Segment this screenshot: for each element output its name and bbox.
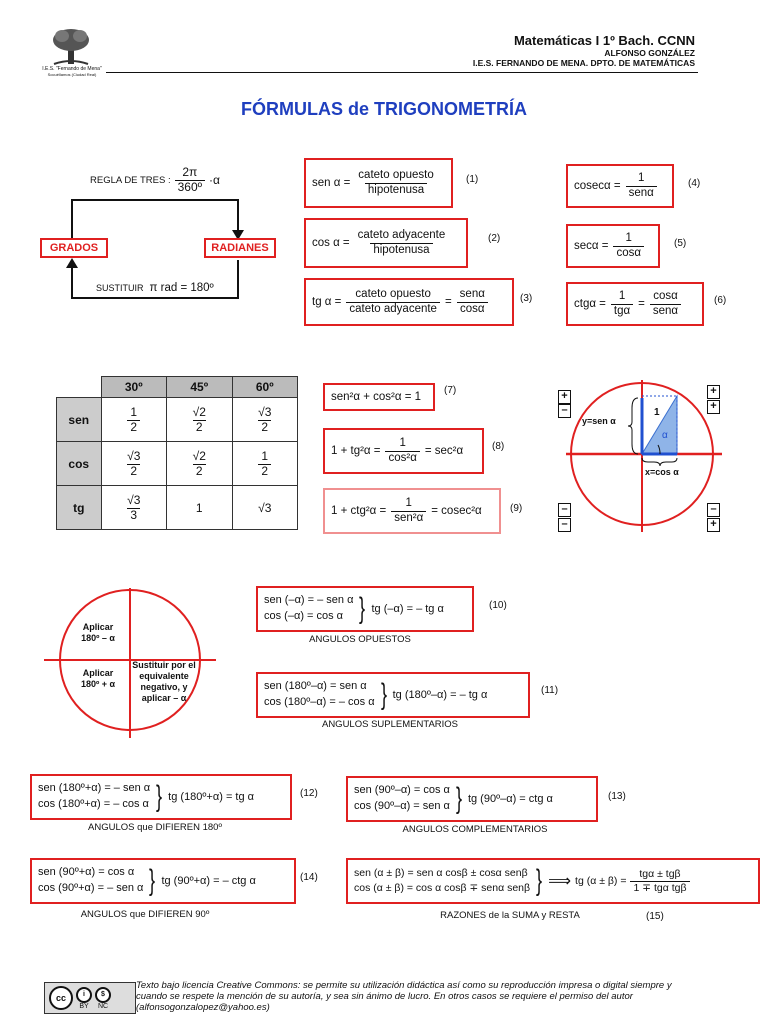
- f4-num: 1: [638, 172, 645, 185]
- quadrant-4-text: Sustituir por el equivalente negativo, y aplicar – α: [132, 660, 196, 703]
- angle-label: α: [662, 430, 668, 441]
- f2-lhs: cos α =: [312, 237, 350, 249]
- f3-lhs: tg α =: [312, 296, 342, 308]
- f11-caption: ANGULOS SUPLEMENTARIOS: [321, 719, 459, 730]
- table-cell: [232, 442, 298, 486]
- nc-label: NC: [97, 1002, 109, 1010]
- y-sen-label: y=sen α: [582, 416, 616, 426]
- f13-line2: cos (90º–α) = sen α: [354, 800, 450, 812]
- f3-num2: senα: [459, 288, 485, 301]
- page-title: FÓRMULAS de TRIGONOMETRÍA: [241, 99, 527, 119]
- brace-icon: }: [380, 678, 387, 711]
- f12-number: (12): [300, 788, 318, 799]
- f2-frac: [355, 229, 449, 256]
- table-header-60: 60º: [232, 377, 298, 398]
- f8-num: 1: [399, 437, 406, 450]
- table-corner: [57, 377, 102, 398]
- f6-frac2: [650, 290, 681, 317]
- f15-den: 1 ∓ tgα tgβ: [630, 881, 689, 894]
- f6-den: tgα: [611, 304, 633, 318]
- rule-tail: ·α: [209, 173, 220, 188]
- brace-icon: }: [455, 782, 462, 815]
- brace-icon: }: [536, 864, 543, 897]
- f5-num: 1: [625, 232, 632, 245]
- cell-den: 2: [193, 464, 206, 479]
- cell-num: √3: [127, 448, 141, 463]
- radianes-label: RADIANES: [204, 238, 276, 258]
- row-label-cos: cos: [57, 442, 102, 486]
- cell-num: 1: [130, 404, 138, 419]
- f6-lhs: ctgα =: [574, 298, 606, 310]
- f14-rhs: tg (90º+α) = – ctg α: [161, 875, 256, 887]
- f13-line1: sen (90º–α) = cos α: [354, 784, 450, 797]
- cell-den: 2: [258, 420, 271, 435]
- sign-q3-cos: –: [558, 518, 571, 532]
- sign-q2-sin: +: [558, 390, 571, 404]
- sign-q4-cos: +: [707, 518, 720, 532]
- f3-den: cateto adyacente: [346, 302, 440, 316]
- f4-frac: [626, 172, 657, 199]
- unit-circle-diagram: [560, 378, 724, 534]
- cell-den: 3: [127, 508, 140, 523]
- f9-frac: [391, 497, 426, 524]
- f8-frac: [385, 437, 419, 464]
- f7-text: sen²α + cos²α = 1: [331, 391, 422, 403]
- table-cell: 1: [167, 486, 233, 530]
- rule-label: REGLA DE TRES :: [90, 174, 171, 186]
- f3-den2: cosα: [457, 302, 488, 316]
- formula-15: [346, 858, 760, 904]
- f10-caption: ANGULOS OPUESTOS: [309, 634, 411, 645]
- cell-num: √3: [127, 492, 141, 507]
- course-title: Matemáticas I 1º Bach. CCNN: [513, 33, 695, 48]
- f10-line2: cos (–α) = cos α: [264, 610, 344, 622]
- f9-rhs: = cosec²α: [431, 505, 482, 517]
- f1-num: cateto opuesto: [358, 169, 434, 182]
- sustituir-row: [96, 282, 214, 294]
- f14-caption: ANGULOS que DIFIEREN 90º: [80, 909, 210, 920]
- quadrant-3-text: Aplicar 180º + α: [80, 668, 116, 689]
- by-block: [76, 987, 92, 1010]
- formula-1: [304, 158, 453, 208]
- f13-caption: ANGULOS COMPLEMENTARIOS: [402, 824, 548, 835]
- f9-lhs: 1 + ctg²α =: [331, 505, 387, 517]
- by-label: BY: [79, 1002, 89, 1010]
- f15-caption: RAZONES de la SUMA y RESTA: [440, 910, 580, 921]
- formula-10: [256, 586, 474, 632]
- f6-frac: [611, 290, 633, 317]
- f6-num2: cosα: [653, 290, 678, 303]
- trig-values-table: [56, 376, 298, 530]
- f14-number: (14): [300, 872, 318, 883]
- f12-line1: sen (180º+α) = – sen α: [38, 782, 151, 795]
- f12-rhs: tg (180º+α) = tg α: [168, 791, 255, 803]
- cc-icon: cc: [49, 986, 73, 1010]
- f8-rhs: = sec²α: [424, 445, 464, 457]
- formula-8: [323, 428, 484, 474]
- f13-number: (13): [608, 791, 626, 802]
- f6-num: 1: [618, 290, 626, 303]
- f6-number: (6): [714, 295, 727, 306]
- f5-lhs: secα =: [574, 240, 609, 252]
- cell-den: 2: [127, 420, 140, 435]
- f4-lhs: cosecα =: [574, 180, 621, 192]
- f1-den: hipotenusa: [365, 183, 427, 197]
- cell-num: 1: [261, 448, 269, 463]
- f5-frac: [613, 232, 644, 259]
- hypotenuse-label: 1: [654, 407, 660, 418]
- quadrant-2-text: Aplicar 180º – α: [81, 622, 115, 643]
- f6-eq: =: [638, 298, 645, 310]
- cell-num: √3: [258, 404, 272, 419]
- f13-rhs: tg (90º–α) = ctg α: [467, 793, 553, 805]
- f3-eq: =: [444, 296, 452, 308]
- logo-caption: I.E.S. "Fernando de Mena": [42, 66, 102, 72]
- nc-block: [95, 987, 111, 1010]
- f15-num: tgα ± tgβ: [639, 868, 681, 881]
- formula-9: [323, 488, 501, 534]
- sign-q2-cos: –: [558, 404, 571, 418]
- f9-number: (9): [510, 503, 523, 514]
- cell-den: 2: [258, 464, 271, 479]
- author-name: ALFONSO GONZÁLEZ: [604, 48, 695, 58]
- table-header-45: 45º: [167, 377, 233, 398]
- attribution-icon: i: [76, 987, 92, 1003]
- table-cell: [101, 398, 167, 442]
- table-header-30: 30º: [101, 377, 167, 398]
- formula-2: [304, 218, 468, 268]
- rule-num: 2π: [182, 165, 198, 179]
- formula-6: [566, 282, 704, 326]
- formula-13: [346, 776, 598, 822]
- table-cell: [232, 398, 298, 442]
- f1-frac: [355, 169, 436, 196]
- f3-frac2: [457, 288, 488, 315]
- cell-num: √2: [192, 448, 206, 463]
- implies-arrow-icon: ⟹: [548, 873, 572, 890]
- f9-num: 1: [405, 497, 412, 510]
- f6-den2: senα: [650, 304, 681, 318]
- cell-den: 2: [127, 464, 140, 479]
- formula-7: [323, 383, 435, 411]
- grados-label: GRADOS: [40, 238, 108, 258]
- f4-den: senα: [626, 186, 657, 200]
- school-name: I.E.S. FERNANDO DE MENA. DPTO. DE MATEMÁTICAS: [472, 58, 695, 68]
- f14-line1: sen (90º+α) = cos α: [38, 866, 135, 879]
- f10-number: (10): [489, 600, 507, 611]
- noncommercial-icon: $: [95, 987, 111, 1003]
- sustituir-eq: π rad = 180º: [149, 282, 214, 294]
- logo-subcaption: Socuéllamos (Ciudad Real): [47, 72, 97, 77]
- x-cos-label: x=cos α: [645, 467, 679, 477]
- formula-5: [566, 224, 660, 268]
- f15-number: (15): [646, 911, 664, 922]
- f10-line1: sen (–α) = – sen α: [264, 594, 354, 607]
- f3-frac: [346, 288, 440, 315]
- creative-commons-badge: [44, 982, 136, 1014]
- rule-den: 360º: [175, 180, 205, 195]
- f2-num: cateto adyacente: [357, 229, 446, 242]
- f15-lhs: tg (α ± β) =: [575, 875, 627, 887]
- formula-12: [30, 774, 292, 820]
- sign-q1-cos: +: [707, 400, 720, 414]
- f7-number: (7): [444, 385, 457, 396]
- f15-frac: [630, 868, 689, 893]
- table-cell: [101, 442, 167, 486]
- table-cell: [167, 398, 233, 442]
- cell-num: √2: [192, 404, 206, 419]
- sign-q3-sin: –: [558, 503, 571, 517]
- f11-line1: sen (180º–α) = sen α: [264, 680, 367, 693]
- sign-q4-sin: –: [707, 503, 720, 517]
- f12-caption: ANGULOS que DIFIEREN 180º: [88, 822, 222, 833]
- row-label-sen: sen: [57, 398, 102, 442]
- f15-line1: sen (α ± β) = sen α cosβ ± cosα senβ: [354, 866, 528, 879]
- f3-number: (3): [520, 293, 533, 304]
- formula-14: [30, 858, 296, 904]
- table-row: [57, 442, 298, 486]
- sustituir-label: SUSTITUIR: [96, 283, 144, 293]
- table-row: [57, 398, 298, 442]
- f9-den: sen²α: [391, 511, 426, 525]
- f10-rhs: tg (–α) = – tg α: [371, 603, 444, 615]
- sign-q1-sin: +: [707, 385, 720, 399]
- f4-number: (4): [688, 178, 701, 189]
- row-label-tg: tg: [57, 486, 102, 530]
- license-text: Texto bajo licencia Creative Commons: se permite su utilización didáctica así como su reproducción impresa o digital siempre y cuando se respete la mención de su autoría, y sea sin ánimo de lucro. En otros casos se requiere el permiso del autor (alfonsogonzalopez@yahoo.es): [136, 980, 672, 1013]
- f8-den: cos²α: [385, 451, 419, 465]
- formula-11: [256, 672, 530, 718]
- f1-lhs: sen α =: [312, 177, 351, 189]
- table-row: [57, 486, 298, 530]
- table-cell: √3: [232, 486, 298, 530]
- f2-number: (2): [488, 233, 501, 244]
- f14-line2: cos (90º+α) = – sen α: [38, 882, 144, 894]
- brace-icon: }: [149, 864, 156, 897]
- f1-number: (1): [466, 174, 479, 185]
- table-cell: [101, 486, 167, 530]
- header-rule: [106, 72, 698, 73]
- formula-3: [304, 278, 514, 326]
- brace-icon: }: [156, 780, 163, 813]
- f5-den: cosα: [613, 246, 644, 260]
- formula-4: [566, 164, 674, 208]
- f5-number: (5): [674, 238, 687, 249]
- f11-number: (11): [541, 685, 559, 696]
- table-cell: [167, 442, 233, 486]
- f12-line2: cos (180º+α) = – cos α: [38, 798, 149, 810]
- cell-den: 2: [193, 420, 206, 435]
- f11-line2: cos (180º–α) = – cos α: [264, 696, 375, 708]
- f11-rhs: tg (180º–α) = – tg α: [392, 689, 488, 701]
- f2-den: hipotenusa: [370, 243, 432, 257]
- f3-num: cateto opuesto: [355, 288, 431, 301]
- f15-line2: cos (α ± β) = cos α cosβ ∓ senα senβ: [354, 882, 531, 894]
- f8-lhs: 1 + tg²α =: [331, 445, 381, 457]
- f8-number: (8): [492, 441, 505, 452]
- brace-icon: }: [359, 592, 366, 625]
